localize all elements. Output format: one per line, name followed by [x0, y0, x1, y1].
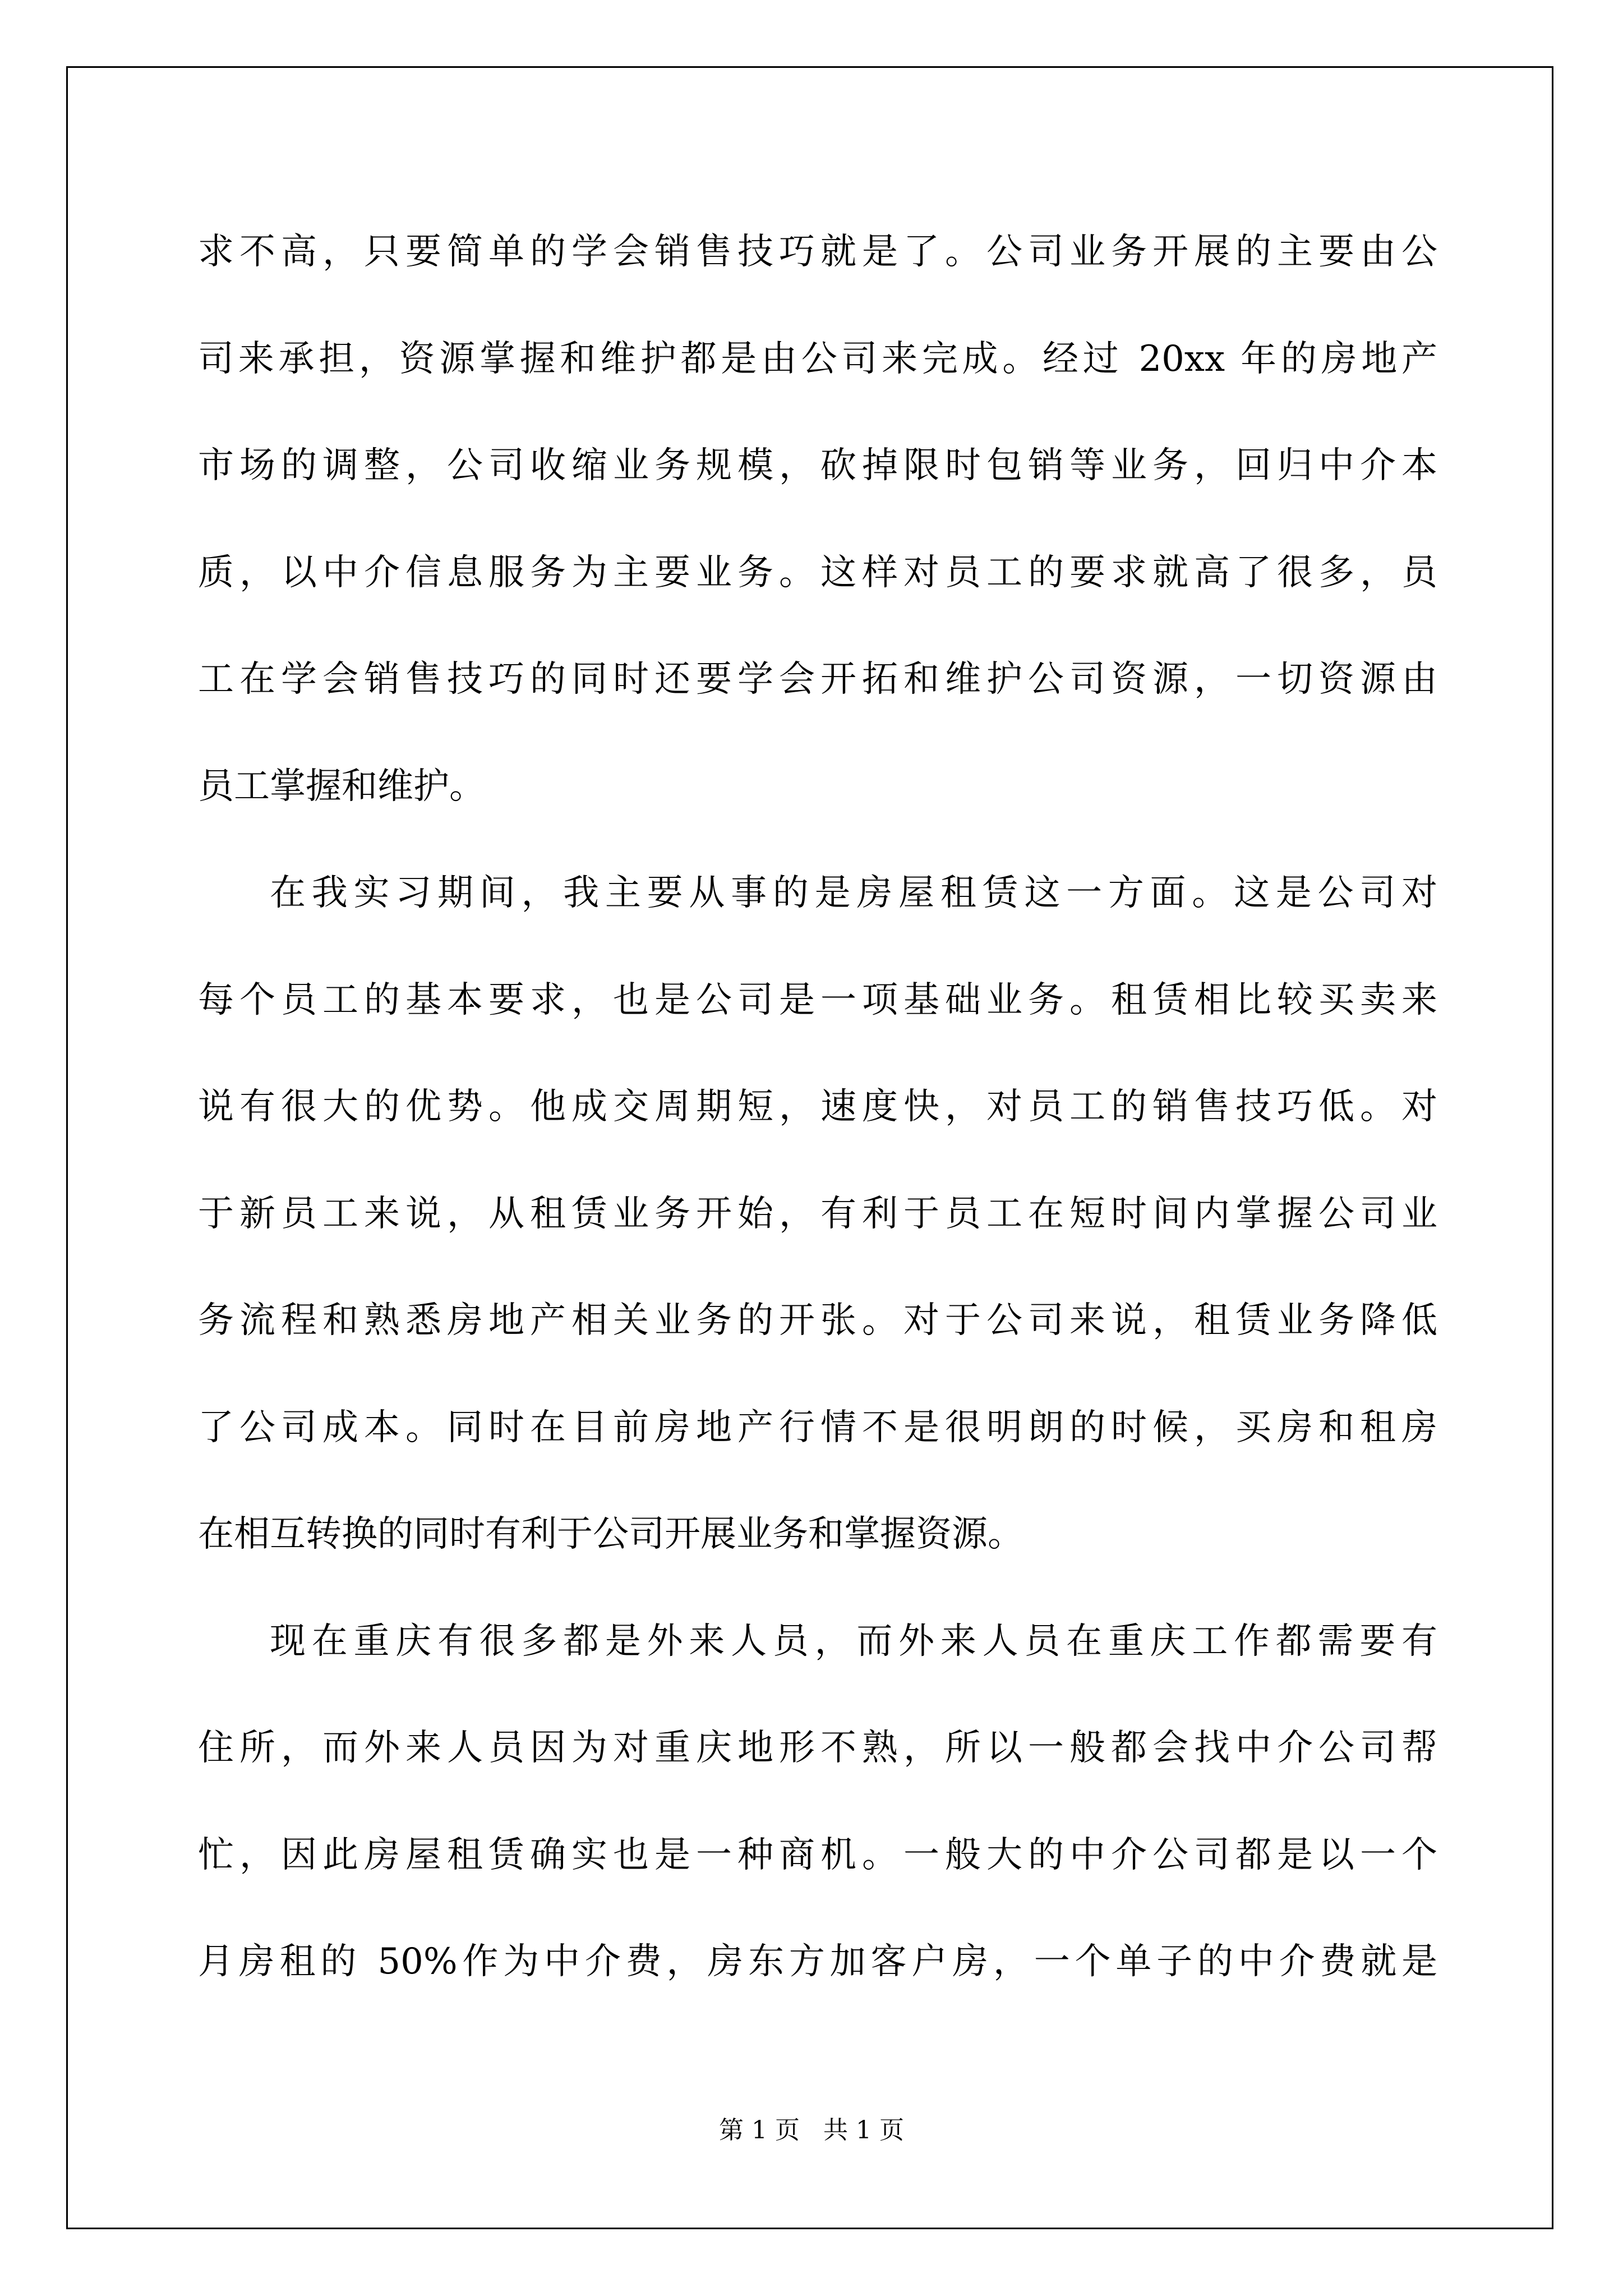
paragraph-first-line: 现在重庆有很多都是外来人员，而外来人员在重庆工作都需要有 [270, 1620, 1437, 1662]
page-footer: 第 1 页 共 1 页 [719, 2116, 904, 2145]
paragraph-first-line: 在我实习期间，我主要从事的是房屋租赁这一方面。这是公司对 [270, 872, 1437, 914]
text-line: 员工掌握和维护。 [198, 765, 485, 807]
text-line: 工在学会销售技巧的同时还要学会开拓和维护公司资源，一切资源由 [198, 659, 1437, 700]
text-line: 务流程和熟悉房地产相关业务的开张。对于公司来说，租赁业务降低 [198, 1300, 1437, 1341]
document-body [198, 199, 1437, 2016]
text-line: 忙，因此房屋租赁确实也是一种商机。一般大的中介公司都是以一个 [198, 1834, 1437, 1876]
text-line: 质，以中介信息服务为主要业务。这样对员工的要求就高了很多，员 [198, 551, 1437, 593]
text-line: 于新员工来说，从租赁业务开始，有利于员工在短时间内掌握公司业 [198, 1193, 1437, 1235]
text-line: 在相互转换的同时有利于公司开展业务和掌握资源。 [198, 1513, 1023, 1555]
text-line: 说有很大的优势。他成交周期短，速度快，对员工的销售技巧低。对 [198, 1086, 1437, 1128]
text-line: 司来承担，资源掌握和维护都是由公司来完成。经过 20xx 年的房地产 [198, 338, 1437, 380]
text-line: 每个员工的基本要求，也是公司是一项基础业务。租赁相比较买卖来 [198, 979, 1437, 1021]
text-line: 市场的调整，公司收缩业务规模，砍掉限时包销等业务，回归中介本 [198, 445, 1437, 486]
text-line: 月房租的 50%作为中介费，房东方加客户房，一个单子的中介费就是 [198, 1941, 1437, 1982]
text-line: 求不高，只要简单的学会销售技巧就是了。公司业务开展的主要由公 [198, 231, 1437, 273]
text-line: 住所，而外来人员因为对重庆地形不熟，所以一般都会找中介公司帮 [198, 1727, 1437, 1769]
text-line: 了公司成本。同时在目前房地产行情不是很明朗的时候，买房和租房 [198, 1406, 1437, 1448]
